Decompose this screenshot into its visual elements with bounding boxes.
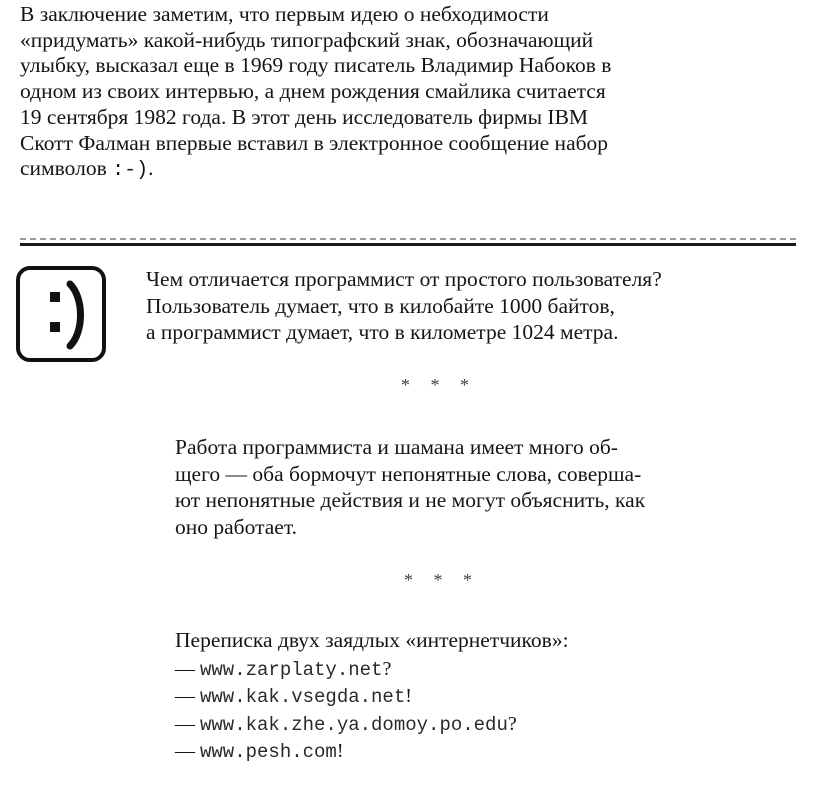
- joke2-line: Работа программиста и шамана имеет много об-: [175, 435, 618, 459]
- list-dash: —: [175, 685, 195, 708]
- section-divider-light: [20, 238, 796, 240]
- smiley-icon: [16, 266, 106, 362]
- list-dash: —: [175, 658, 195, 680]
- intro-line: 19 сентября 1982 года. В этот день исследователь фирмы IBM: [20, 104, 589, 129]
- section-divider-heavy: [20, 243, 796, 246]
- url-punct: !: [336, 740, 344, 763]
- url-punct: ?: [507, 712, 517, 735]
- joke-programmer-vs-user: [146, 266, 796, 346]
- intro-paragraph: [20, 2, 800, 184]
- url-punct: ?: [382, 658, 392, 680]
- joke1-line: Пользователь думает, что в килобайте 1000 байтов,: [146, 293, 615, 318]
- url-text: www.pesh.com: [200, 741, 337, 764]
- intro-line: одном из своих интервью, а днем рождения смайлика считается: [20, 79, 606, 104]
- list-item: [175, 683, 517, 710]
- joke1-line: Чем отличается программист от простого пользователя?: [146, 267, 662, 291]
- url-text: www.zarplaty.net: [200, 659, 383, 681]
- intro-line: В заключение заметим, что первым идею о небходимости: [20, 2, 549, 26]
- list-dash: —: [175, 740, 195, 763]
- smiley-glyph-graphic: [20, 270, 102, 358]
- list-item: [175, 711, 517, 738]
- joke-internet-url-list: [175, 656, 517, 766]
- url-punct: !: [405, 685, 412, 708]
- separator-stars: * * *: [401, 375, 477, 395]
- separator-stars: * * *: [404, 570, 480, 590]
- intro-line: «придумать» какой-нибудь типографский знак, обозначающий: [20, 27, 594, 52]
- joke-programmer-shaman: [175, 434, 797, 540]
- list-dash: —: [175, 712, 195, 735]
- joke2-line: ют непонятные действия и не могут объяснить, как: [175, 488, 646, 512]
- url-text: www.kak.zhe.ya.domoy.po.edu: [200, 713, 508, 736]
- joke2-line: оно работает.: [175, 514, 297, 539]
- intro-line: улыбку, высказал еще в 1969 году писатель Владимир Набоков в: [20, 53, 612, 78]
- url-text: www.kak.vsegda.net: [200, 686, 406, 709]
- intro-line: Скотт Фалман впервые вставил в электронное сообщение набор: [20, 130, 609, 155]
- joke2-line: щего — оба бормочут непонятные слова, соверша-: [175, 461, 642, 486]
- list-item: [175, 656, 517, 683]
- list-item: [175, 738, 517, 765]
- intro-last-line: [20, 156, 800, 184]
- intro-last-line-prefix: символов: [20, 156, 107, 181]
- joke-internet-title: Переписка двух заядлых «интернетчиков»:: [175, 628, 569, 652]
- emoticon-text: :-): [112, 159, 149, 183]
- joke1-line: а программист думает, что в километре 1024 метра.: [146, 320, 619, 344]
- intro-last-line-suffix: .: [148, 156, 154, 181]
